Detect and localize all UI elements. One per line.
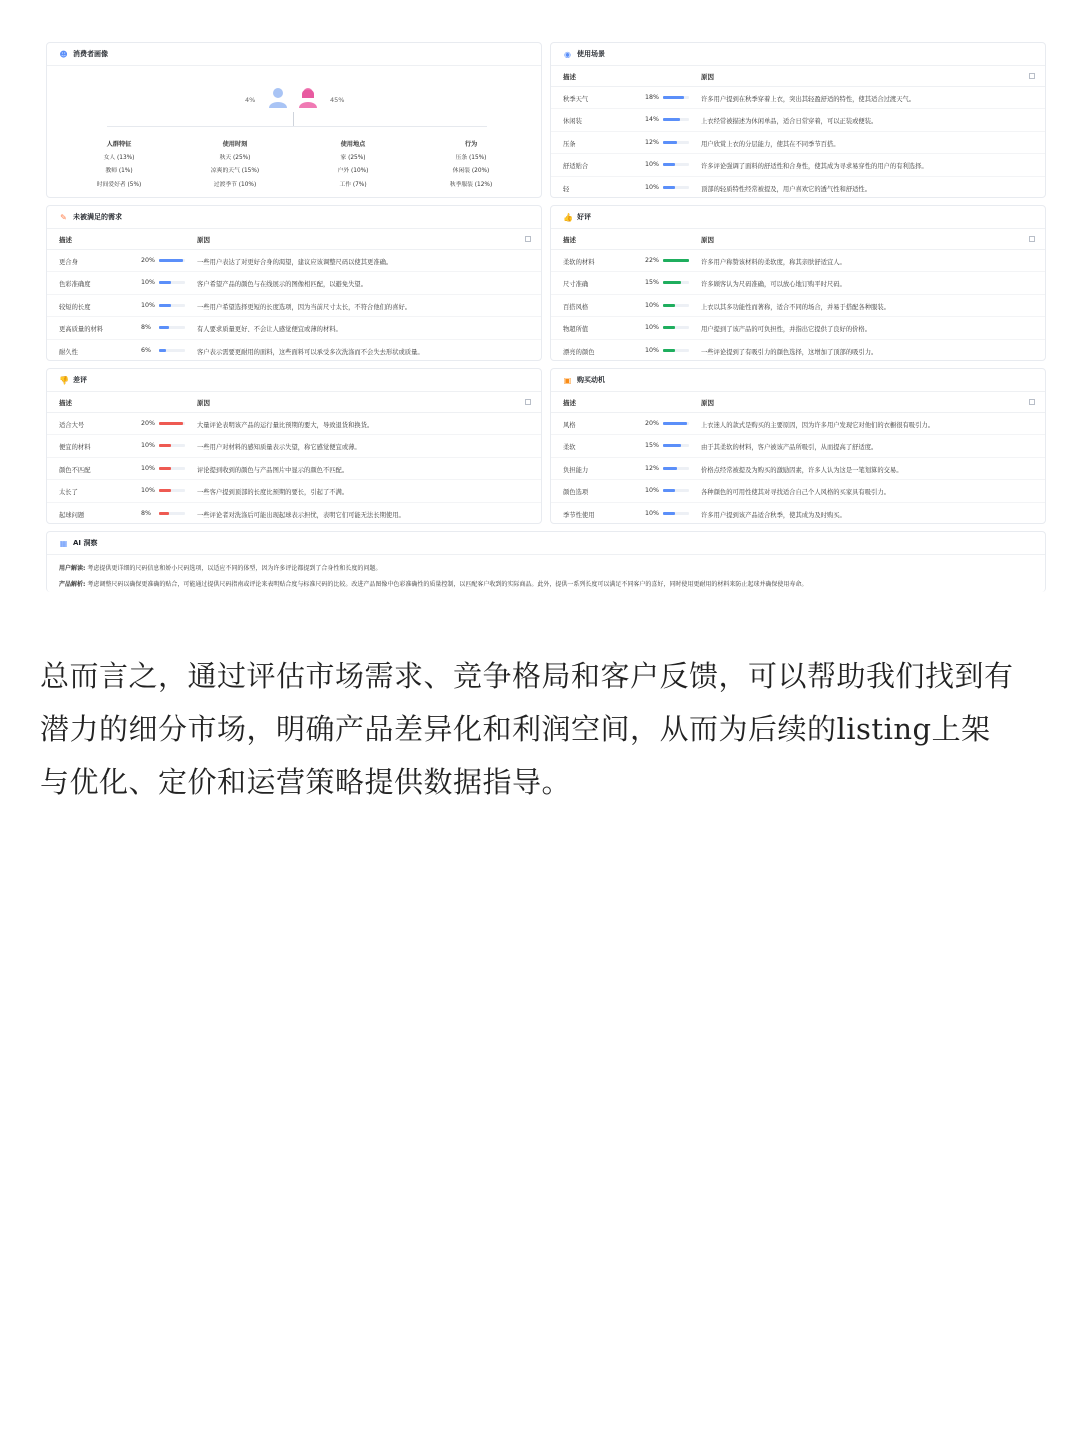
row-reason: 评论提到收到的颜色与产品图片中显示的颜色不匹配。 bbox=[197, 466, 349, 474]
shopping-bag-icon: ▣ bbox=[563, 375, 572, 385]
row-percent: 12% bbox=[645, 138, 659, 146]
percent-bar-fill bbox=[159, 304, 171, 307]
ai-insight-body bbox=[47, 555, 1045, 592]
panel-header bbox=[551, 43, 1045, 66]
male-avatar-icon bbox=[267, 86, 289, 108]
male-percent: 4% bbox=[245, 96, 256, 104]
percent-bar bbox=[663, 422, 689, 425]
percent-bar-fill bbox=[663, 467, 677, 470]
thumbs-down-icon: 👎 bbox=[59, 375, 69, 385]
percent-bar-fill bbox=[663, 326, 675, 329]
row-reason: 由于其柔软的材料，客户被该产品所吸引，从而提高了舒适度。 bbox=[701, 444, 878, 452]
summary-line: 潜力的细分市场，明确产品差异化和利润空间，从而为后续的listing上架 bbox=[40, 712, 991, 746]
row-reason: 许多评论强调了面料的舒适性和合身性，使其成为寻求易穿性的用户的有利选择。 bbox=[701, 163, 928, 171]
persona-column-item: 秋天 (25%) bbox=[219, 154, 251, 161]
row-reason: 各种颜色的可用性使其对寻找适合自己个人风格的买家具有吸引力。 bbox=[701, 489, 890, 497]
percent-bar bbox=[159, 326, 185, 329]
table-row bbox=[551, 109, 1045, 131]
column-header-reason: 原因 bbox=[701, 236, 714, 244]
percent-bar bbox=[663, 259, 689, 262]
row-reason: 一些用户对材料的感知质量表示失望，称它感觉便宜或薄。 bbox=[197, 444, 361, 452]
row-reason: 一些用户表达了对更好合身的渴望，建议应该调整尺码以使其更准确。 bbox=[197, 259, 393, 266]
table-row bbox=[47, 413, 541, 435]
persona-column-item: 户外 (10%) bbox=[337, 168, 369, 174]
row-reason: 许多用户提到该产品适合秋季，使其成为及时购买。 bbox=[701, 511, 846, 519]
table-row bbox=[551, 340, 1045, 361]
row-desc: 起球问题 bbox=[59, 511, 85, 519]
persona-card bbox=[46, 42, 542, 198]
column-settings-icon[interactable] bbox=[525, 236, 531, 242]
persona-column-item: 家 (25%) bbox=[340, 154, 366, 161]
ai-insight-title: AI 洞察 bbox=[73, 539, 98, 547]
persona-column-place bbox=[313, 138, 393, 192]
row-desc: 颜色不匹配 bbox=[59, 466, 91, 474]
row-percent: 18% bbox=[645, 94, 659, 101]
row-desc: 更高质量的材料 bbox=[59, 326, 104, 334]
ai-insight-header bbox=[47, 532, 1045, 555]
persona-column-header: 人群特征 bbox=[106, 141, 132, 148]
table-row bbox=[47, 250, 541, 272]
percent-bar-fill bbox=[663, 118, 680, 121]
row-desc: 漂亮的颜色 bbox=[563, 348, 595, 356]
persona-column-item: 凉爽的天气 (15%) bbox=[210, 168, 260, 174]
percent-bar bbox=[663, 141, 689, 144]
user-insight-label: 用户解读: bbox=[59, 565, 86, 572]
table-header bbox=[551, 392, 1045, 413]
row-reason: 大量评论表明该产品的运行量比预期的要大，导致退货和换货。 bbox=[197, 422, 374, 429]
summary-line: 总而言之，通过评估市场需求、竞争格局和客户反馈，可以帮助我们找到有 bbox=[40, 659, 1014, 693]
row-reason: 上衣迷人的款式是购买的主要原因，因为许多用户发现它对他们的衣橱很有吸引力。 bbox=[701, 422, 934, 429]
female-percent: 45% bbox=[330, 96, 345, 104]
percent-bar bbox=[159, 349, 185, 352]
percent-bar-fill bbox=[663, 422, 687, 425]
row-percent: 8% bbox=[141, 509, 151, 517]
percent-bar-fill bbox=[663, 489, 675, 492]
percent-bar bbox=[663, 489, 689, 492]
row-percent: 10% bbox=[141, 487, 155, 495]
row-percent: 10% bbox=[141, 301, 155, 309]
panel-header bbox=[47, 369, 541, 392]
row-percent: 20% bbox=[141, 257, 155, 264]
percent-bar bbox=[663, 96, 689, 99]
row-desc: 更合身 bbox=[59, 259, 78, 266]
percent-bar bbox=[159, 467, 185, 470]
row-percent: 10% bbox=[141, 442, 155, 450]
positive-reviews-card bbox=[550, 205, 1046, 361]
row-percent: 15% bbox=[645, 279, 659, 287]
row-percent: 10% bbox=[645, 487, 659, 495]
percent-bar bbox=[159, 444, 185, 447]
row-desc: 压条 bbox=[563, 140, 576, 148]
percent-bar-fill bbox=[159, 467, 171, 470]
table-header bbox=[47, 392, 541, 413]
row-reason: 许多用户提到在秋季穿着上衣，突出其轻盈舒适的特性，使其适合过渡天气。 bbox=[701, 96, 916, 103]
percent-bar-fill bbox=[159, 259, 183, 262]
panel-title: 使用场景 bbox=[577, 50, 605, 58]
summary-paragraph bbox=[40, 650, 1050, 809]
percent-bar-fill bbox=[663, 444, 681, 447]
table-row bbox=[47, 503, 541, 524]
persona-column-header: 使用时刻 bbox=[222, 141, 248, 148]
column-header-reason: 原因 bbox=[197, 399, 210, 407]
row-percent: 10% bbox=[645, 346, 659, 354]
percent-bar bbox=[159, 489, 185, 492]
row-desc: 适合大号 bbox=[59, 422, 85, 429]
row-desc: 轻 bbox=[563, 185, 570, 193]
row-desc: 便宜的材料 bbox=[59, 444, 91, 452]
persona-column-item: 压条 (15%) bbox=[455, 154, 487, 161]
persona-column-header: 使用地点 bbox=[340, 141, 366, 148]
percent-bar-fill bbox=[159, 349, 166, 352]
product-insight-label: 产品解析: bbox=[59, 581, 86, 588]
row-reason: 用户提到了该产品的可负担性，并指出它提供了良好的价格。 bbox=[701, 326, 872, 334]
panel-header bbox=[551, 369, 1045, 392]
table-row bbox=[551, 250, 1045, 272]
column-header-desc: 描述 bbox=[563, 236, 576, 244]
table-header bbox=[551, 66, 1045, 87]
row-desc: 颜色选项 bbox=[563, 489, 589, 497]
table-row bbox=[47, 480, 541, 502]
row-reason: 一些评论者对洗涤后可能出现起球表示担忧，表明它们可能无法长期使用。 bbox=[197, 511, 405, 519]
ai-icon: ▦ bbox=[59, 538, 68, 548]
row-desc: 较短的长度 bbox=[59, 303, 91, 311]
row-desc: 太长了 bbox=[59, 489, 78, 497]
row-desc: 柔软的材料 bbox=[563, 259, 595, 266]
percent-bar bbox=[663, 163, 689, 166]
row-desc: 物超所值 bbox=[563, 326, 589, 334]
persona-column-item: 教师 (1%) bbox=[105, 168, 133, 174]
thumbs-up-icon: 👍 bbox=[563, 212, 573, 222]
user-insight-text: 考虑提供更详细的尺码信息和娇小尺码选项，以适应不同的体型，因为许多评论都提到了合身性和长度的问题。 bbox=[87, 565, 382, 572]
persona-connector bbox=[293, 112, 294, 126]
panel-title: 差评 bbox=[73, 376, 87, 384]
row-desc: 舒适贴合 bbox=[563, 163, 589, 171]
table-row bbox=[551, 272, 1045, 294]
report-screenshot bbox=[46, 42, 1046, 592]
panel-header bbox=[551, 206, 1045, 229]
percent-bar bbox=[159, 512, 185, 515]
persona-column-crowd bbox=[79, 138, 159, 192]
row-reason: 一些客户提到顶部的长度比预期的要长，引起了不满。 bbox=[197, 489, 349, 497]
persona-column-item: 工作 (7%) bbox=[339, 181, 367, 188]
row-desc: 季节性使用 bbox=[563, 511, 595, 519]
table-row bbox=[551, 87, 1045, 109]
persona-card-header bbox=[47, 43, 541, 66]
unmet-needs-card bbox=[46, 205, 542, 361]
column-header-reason: 原因 bbox=[701, 73, 714, 81]
percent-bar bbox=[663, 512, 689, 515]
table-row bbox=[551, 413, 1045, 435]
percent-bar-fill bbox=[663, 163, 675, 166]
percent-bar-fill bbox=[663, 259, 689, 262]
table-row bbox=[551, 435, 1045, 457]
row-percent: 20% bbox=[645, 420, 659, 427]
persona-body bbox=[47, 66, 541, 198]
row-reason: 许多顾客认为尺码准确，可以放心地订购平时尺码。 bbox=[701, 281, 846, 289]
percent-bar-fill bbox=[663, 512, 675, 515]
percent-bar bbox=[663, 326, 689, 329]
column-header-reason: 原因 bbox=[197, 236, 210, 244]
persona-connector-line bbox=[107, 126, 487, 127]
table-header bbox=[47, 229, 541, 250]
table-row bbox=[551, 177, 1045, 198]
percent-bar-fill bbox=[159, 444, 171, 447]
persona-column-header: 行为 bbox=[464, 141, 478, 148]
row-percent: 12% bbox=[645, 464, 659, 472]
table-row bbox=[551, 295, 1045, 317]
column-header-desc: 描述 bbox=[59, 399, 72, 407]
purchase-motive-card bbox=[550, 368, 1046, 524]
row-reason: 价格点经常被提及为购买的激励因素，许多人认为这是一笔划算的交易。 bbox=[701, 466, 903, 474]
row-reason: 客户表示需要更耐用的面料，这些面料可以承受多次洗涤而不会失去形状或质量。 bbox=[197, 348, 424, 356]
table-row bbox=[47, 435, 541, 457]
row-reason: 有人要求质量更好、不会让人感觉便宜或薄的材料。 bbox=[197, 326, 342, 334]
column-settings-icon[interactable] bbox=[525, 399, 531, 405]
column-header-reason: 原因 bbox=[701, 399, 714, 407]
percent-bar-fill bbox=[663, 281, 681, 284]
table-row bbox=[551, 154, 1045, 176]
table-row bbox=[551, 458, 1045, 480]
row-reason: 顶部的轻质特性经常被提及，用户喜欢它的透气性和舒适性。 bbox=[701, 185, 872, 193]
row-desc: 耐久性 bbox=[59, 348, 78, 356]
percent-bar-fill bbox=[663, 141, 677, 144]
panel-title: 购买动机 bbox=[577, 376, 605, 384]
negative-reviews-card bbox=[46, 368, 542, 524]
panel-title: 未被满足的需求 bbox=[73, 213, 122, 221]
row-desc: 柔软 bbox=[563, 444, 576, 452]
usage-scenes-card bbox=[550, 42, 1046, 198]
percent-bar-fill bbox=[663, 349, 675, 352]
row-percent: 10% bbox=[645, 509, 659, 517]
column-header-desc: 描述 bbox=[563, 73, 576, 81]
table-row bbox=[551, 132, 1045, 154]
row-reason: 一些评论提到了有吸引力的颜色选择，这增加了顶部的吸引力。 bbox=[701, 348, 878, 356]
users-icon: ☻ bbox=[59, 49, 68, 59]
row-percent: 22% bbox=[645, 257, 659, 264]
user-insight bbox=[59, 561, 1033, 577]
percent-bar bbox=[159, 281, 185, 284]
ai-insight-card bbox=[46, 531, 1046, 592]
percent-bar bbox=[159, 259, 185, 262]
column-header-desc: 描述 bbox=[59, 236, 72, 244]
table-row bbox=[47, 458, 541, 480]
table-row bbox=[551, 480, 1045, 502]
table-header bbox=[551, 229, 1045, 250]
product-insight bbox=[59, 577, 1033, 592]
table-row bbox=[551, 503, 1045, 524]
row-percent: 6% bbox=[141, 346, 151, 354]
panel-title: 好评 bbox=[577, 213, 591, 221]
row-percent: 8% bbox=[141, 324, 151, 332]
percent-bar bbox=[159, 422, 185, 425]
percent-bar-fill bbox=[159, 422, 183, 425]
row-desc: 风格 bbox=[563, 422, 576, 429]
location-pin-icon: ◉ bbox=[564, 49, 571, 59]
column-settings-icon[interactable] bbox=[1029, 73, 1035, 79]
persona-column-item: 休闲装 (20%) bbox=[452, 168, 490, 174]
row-percent: 10% bbox=[645, 301, 659, 309]
percent-bar bbox=[663, 444, 689, 447]
row-percent: 14% bbox=[645, 116, 659, 124]
persona-column-item: 秋季服装 (12%) bbox=[449, 181, 493, 188]
row-percent: 10% bbox=[141, 464, 155, 472]
row-desc: 尺寸准确 bbox=[563, 281, 589, 289]
row-percent: 10% bbox=[645, 161, 659, 169]
persona-column-behavior bbox=[431, 138, 511, 192]
persona-title: 消费者画像 bbox=[73, 50, 108, 58]
row-reason: 上衣以其多功能性而著称，适合不同的场合，并易于搭配各种服装。 bbox=[701, 303, 890, 311]
row-percent: 15% bbox=[645, 442, 659, 450]
row-reason: 上衣经常被描述为休闲单品，适合日常穿着，可以正装或便装。 bbox=[701, 118, 878, 126]
percent-bar bbox=[663, 304, 689, 307]
percent-bar bbox=[663, 467, 689, 470]
table-row bbox=[47, 317, 541, 339]
summary-line: 与优化、定价和运营策略提供数据指导。 bbox=[40, 765, 572, 799]
percent-bar-fill bbox=[159, 489, 171, 492]
percent-bar bbox=[663, 349, 689, 352]
table-row bbox=[47, 340, 541, 361]
row-desc: 负担能力 bbox=[563, 466, 589, 474]
row-desc: 秋季天气 bbox=[563, 96, 589, 103]
persona-column-time bbox=[195, 138, 275, 192]
percent-bar-fill bbox=[159, 512, 169, 515]
percent-bar bbox=[159, 304, 185, 307]
column-header-desc: 描述 bbox=[563, 399, 576, 407]
column-settings-icon[interactable] bbox=[1029, 399, 1035, 405]
row-reason: 用户欣赏上衣的分层能力，使其在不同季节百搭。 bbox=[701, 140, 840, 148]
table-row bbox=[551, 317, 1045, 339]
percent-bar-fill bbox=[159, 326, 169, 329]
row-reason: 许多用户称赞该材料的柔软度，称其亲肤舒适宜人。 bbox=[701, 259, 846, 266]
persona-column-item: 时间爱好者 (5%) bbox=[96, 181, 142, 188]
percent-bar bbox=[663, 281, 689, 284]
table-row bbox=[47, 272, 541, 294]
row-percent: 10% bbox=[141, 279, 155, 287]
percent-bar-fill bbox=[663, 96, 684, 99]
table-row bbox=[47, 295, 541, 317]
persona-column-item: 过渡季节 (10%) bbox=[213, 181, 257, 188]
row-desc: 百搭风格 bbox=[563, 303, 589, 311]
row-reason: 客户希望产品的颜色与在线展示的图像相匹配，以避免失望。 bbox=[197, 281, 368, 289]
row-percent: 20% bbox=[141, 420, 155, 427]
row-desc: 休闲装 bbox=[563, 118, 582, 126]
column-settings-icon[interactable] bbox=[1029, 236, 1035, 242]
row-reason: 一些用户希望选择更短的长度选项，因为当前尺寸太长，不符合他们的喜好。 bbox=[197, 303, 412, 311]
row-percent: 10% bbox=[645, 324, 659, 332]
product-insight-text: 考虑调整尺码以确保更准确的贴合，可能通过提供尺码指南或评论来表明贴合度与标准尺码的比较。改进产品图像中色彩准确性的质量控制，以匹配客户收到的实际商品。此外，提供一系列长度可以满足不同客户的喜好，同时使用更耐用的材料来防止起球并确保使用寿命。 bbox=[87, 581, 808, 588]
percent-bar bbox=[663, 186, 689, 189]
percent-bar-fill bbox=[663, 304, 675, 307]
percent-bar bbox=[663, 118, 689, 121]
female-avatar-icon bbox=[297, 86, 319, 108]
persona-column-item: 女人 (13%) bbox=[103, 154, 135, 161]
edit-icon: ✎ bbox=[60, 212, 67, 222]
row-desc: 色彩准确度 bbox=[59, 281, 91, 289]
percent-bar-fill bbox=[663, 186, 675, 189]
percent-bar-fill bbox=[159, 281, 171, 284]
row-percent: 10% bbox=[645, 183, 659, 191]
panel-header bbox=[47, 206, 541, 229]
